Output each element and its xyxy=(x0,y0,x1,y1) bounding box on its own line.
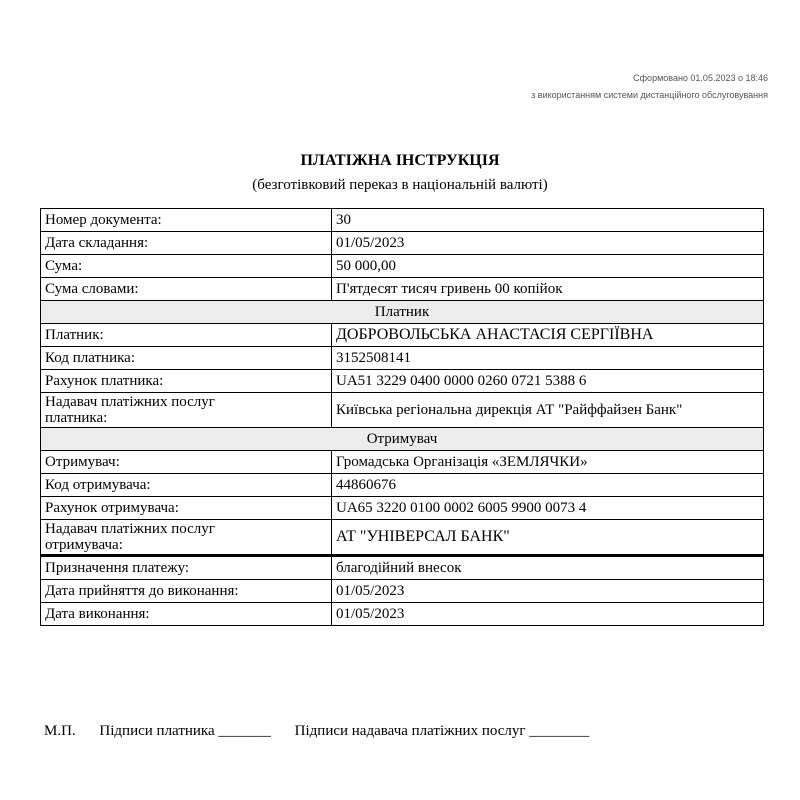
table-row xyxy=(41,209,764,232)
provider-signature-field: Підписи надавача платіжних послуг ________ xyxy=(294,723,590,739)
table-row xyxy=(41,474,764,497)
payer-provider-label-line2: платника: xyxy=(45,410,108,426)
generation-info xyxy=(531,70,768,104)
amount-label: Сума: xyxy=(41,255,332,278)
payer-code-value: 3152508141 xyxy=(332,347,764,370)
recipient-provider-label-line2: отримувача: xyxy=(45,537,123,553)
payer-provider-label-line1: Надавач платіжних послуг xyxy=(45,394,215,410)
purpose-value: благодійний внесок xyxy=(332,556,764,580)
table-row xyxy=(41,603,764,626)
recipient-account-label: Рахунок отримувача: xyxy=(41,497,332,520)
recipient-name-value: Громадська Організація «ЗЕМЛЯЧКИ» xyxy=(332,451,764,474)
generated-channel: з використанням системи дистанційного обслуговування xyxy=(531,90,768,100)
table-row xyxy=(41,255,764,278)
purpose-label: Призначення платежу: xyxy=(41,556,332,580)
table-row xyxy=(41,580,764,603)
recipient-name-label: Отримувач: xyxy=(41,451,332,474)
signature-line xyxy=(44,723,609,740)
payer-account-label: Рахунок платника: xyxy=(41,370,332,393)
doc-number-value: 30 xyxy=(332,209,764,232)
table-row xyxy=(41,451,764,474)
payer-provider-value: Київська регіональна дирекція АТ "Райффайзен Банк" xyxy=(332,393,764,428)
recipient-provider-label xyxy=(41,520,332,556)
date-label: Дата складання: xyxy=(41,232,332,255)
accepted-date-value: 01/05/2023 xyxy=(332,580,764,603)
payer-code-label: Код платника: xyxy=(41,347,332,370)
amount-words-label: Сума словами: xyxy=(41,278,332,301)
table-row xyxy=(41,556,764,580)
payer-section-title: Платник xyxy=(41,301,764,324)
amount-value: 50 000,00 xyxy=(332,255,764,278)
amount-words-value: П'ятдесят тисяч гривень 00 копійок xyxy=(332,278,764,301)
payer-name-label: Платник: xyxy=(41,324,332,347)
doc-number-label: Номер документа: xyxy=(41,209,332,232)
table-row xyxy=(41,232,764,255)
stamp-label: М.П. xyxy=(44,723,76,739)
payer-signature-field: Підписи платника _______ xyxy=(99,723,271,739)
generated-timestamp: Сформовано 01.05.2023 о 18:46 xyxy=(633,73,768,83)
executed-date-label: Дата виконання: xyxy=(41,603,332,626)
table-row xyxy=(41,520,764,556)
recipient-provider-value: АТ "УНІВЕРСАЛ БАНК" xyxy=(332,520,764,556)
payer-account-value: UA51 3229 0400 0000 0260 0721 5388 6 xyxy=(332,370,764,393)
accepted-date-label: Дата прийняття до виконання: xyxy=(41,580,332,603)
table-row xyxy=(41,324,764,347)
recipient-section-header xyxy=(41,428,764,451)
table-row xyxy=(41,497,764,520)
table-row xyxy=(41,278,764,301)
recipient-code-label: Код отримувача: xyxy=(41,474,332,497)
date-value: 01/05/2023 xyxy=(332,232,764,255)
payment-instruction-table xyxy=(40,208,764,626)
executed-date-value: 01/05/2023 xyxy=(332,603,764,626)
recipient-provider-label-line1: Надавач платіжних послуг xyxy=(45,521,215,537)
recipient-code-value: 44860676 xyxy=(332,474,764,497)
payer-name-value: ДОБРОВОЛЬСЬКА АНАСТАСІЯ СЕРГІЇВНА xyxy=(332,324,764,347)
payer-section-header xyxy=(41,301,764,324)
recipient-section-title: Отримувач xyxy=(41,428,764,451)
payer-provider-label xyxy=(41,393,332,428)
document-title: ПЛАТІЖНА ІНСТРУКЦІЯ xyxy=(300,152,500,169)
document-subtitle: (безготівковий переказ в національній валюті) xyxy=(252,177,548,193)
table-row xyxy=(41,347,764,370)
table-row xyxy=(41,370,764,393)
recipient-account-value: UA65 3220 0100 0002 6005 9900 0073 4 xyxy=(332,497,764,520)
table-row xyxy=(41,393,764,428)
